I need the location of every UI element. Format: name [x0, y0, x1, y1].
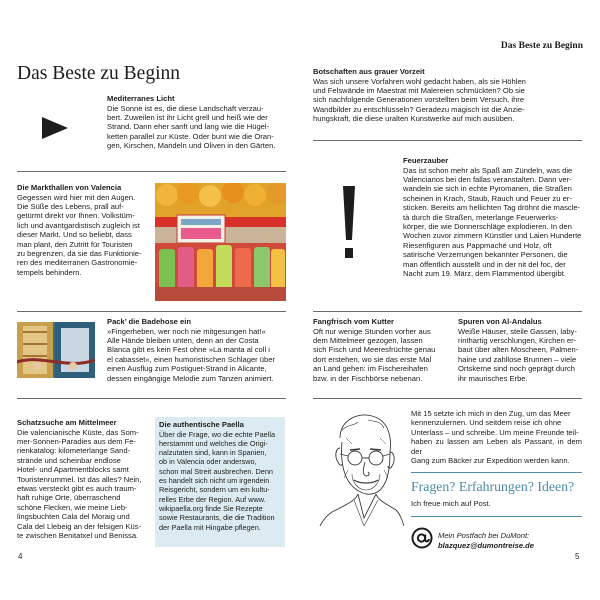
section-botschaften: [313, 67, 582, 124]
section-body: »Fingerheben, wer noch nie mitgesungen hat!« Alle Hände bleiben unten, denn an der Costa Blanca gibt es kein Fest ohne »La manta al coll i el cabasset«, einen humoristischen Schlager über einen Ausflug zum Postiguet-Strand in Alicante, dessen eingängige Melodie zum Tanzen animiert.: [107, 326, 276, 383]
section-heading: Mediterranes Licht: [107, 94, 175, 103]
section-alandalus: [458, 317, 582, 383]
accent-divider: [411, 516, 582, 517]
section-schatzsuche: [17, 418, 147, 540]
section-body: Das ist schon mehr als Spaß am Zündeln, was die Valencianos bei den fallas veranstalten. Dann ver- wandeln sie sich in echte Pyromanen, die Straßen scheinen in Krach, Staub, Rauch und Feuer zu er- sticken. Bereits am hellichten Tag dröhnt die mascle- tà durch die Straßen, meterlange Feuerwerks- körper, die wie Donnerschläge explodieren. In den Wochen zuvor zimmern Künstler und Laien Hunderte Riesenfiguren aus Pappmaché und Holz, oft satirische Verzerrungen bekannter Personen, die man öffentlich ausstellt und in der nit del foc, der Nacht zum 19. März, dem Flammentod übergibt.: [403, 165, 582, 279]
section-heading: Feuerzauber: [403, 156, 449, 165]
feedback-subline: Ich freue mich auf Post.: [411, 499, 491, 508]
section-mediterranes: [107, 94, 286, 151]
section-body: Was sich unsere Vorfahren wohl gedacht haben, als sie Höhlen und Felswände im Maestrat mit Malereien schmückten? Ob sie sich nachfolgende Generationen vorstellten beim Versuch, ihre Wandbilder zu entschlüsseln? Geradezu magisch ist die Anzie- hungskraft, die diese uralten Kunstwerke auf mich ausüben.: [313, 76, 526, 124]
postfach-label: Mein Postfach bei DuMont:: [438, 531, 530, 540]
section-body: Mit 15 setzte ich mich in den Zug, um das Meer kennenzulernen. Und seitdem reise ich ohne Unterlass – und schreibe. Um meine Freunde teil- haben zu lassen am Leben als Passant, in dem der Gang zum Bäcker zur Expedition werden kann.: [411, 409, 582, 466]
section-body: Oft nur wenige Stunden vorher aus dem Mittelmeer gezogen, lassen sich Fisch und Meeresfrüchte genau dort erstehen, wo sie das erste Mal an Land gehen: im Fischereihafen bzw. in der Fischbörse nebenan.: [313, 326, 436, 383]
at-sign-icon: [411, 527, 433, 549]
section-fangfrisch: [313, 317, 445, 383]
section-body: Die valencianische Küste, das Som- mer-Sonnen-Paradies aus dem Fe- rienkatalog: kilometerlange Sand- strände und scheinbar endlose Hotel- und Apartmentblocks samt Touristenrummel. Ist das alles? Nein, etwas versteckt gibt es auch traum- haft ruhige Orte, überraschend schöne Flecken, wie meine Lieb- lingsbuchten Cala del Moraig und Cala del Llebeig an der felsigen Küs- te zwischen Benitatxel und Benissa.: [17, 427, 142, 541]
page-number-left: 4: [18, 552, 23, 561]
section-heading: Spuren von Al-Andalus: [458, 317, 542, 326]
running-head: Das Beste zu Beginn: [500, 41, 583, 51]
section-body: Über die Frage, wo die echte Paella herstammt und welches die Origi- nalzutaten sind, kann in Spanien, ob in Valencia oder anderswo, schon mal Streit ausbrechen. Denn es handelt sich nicht um irgendein Reisgericht, sondern um ein kultu- relles Erbe der Region. Auf www. wikipaella.org finde Sie Rezepte sowie Restaurants, die die Tradition der Paella mit Hingabe pflegen.: [159, 429, 276, 532]
section-badehose: [107, 317, 286, 383]
section-heading: Botschaften aus grauer Vorzeit: [313, 67, 425, 76]
page-title: Das Beste zu Beginn: [17, 63, 181, 84]
section-body: Weiße Häuser, steile Gassen, laby- rinthartig verschlungen, Kirchen er- baut über alten Moscheen, Palmen- haine und zahllose Brunnen – viele Ortskerne sind noch geprägt durch ihr maurisches Erbe.: [458, 326, 579, 383]
divider: [17, 398, 286, 399]
divider: [313, 398, 582, 399]
page-number-right: 5: [575, 552, 580, 561]
divider: [17, 171, 286, 172]
section-body: Die Sonne ist es, die diese Landschaft verzau- bert. Zuweilen ist ihr Licht grell und heiß wie der Strand. Dann eher sanft und lang wie die Hügel- ketten parallel zur Küste. Oder bunt wie die Oran- gen, Kirschen, Mandeln und Oliven in den Gärten.: [107, 103, 276, 151]
section-heading: Die authentische Paella: [159, 420, 244, 429]
section-body: Gegessen wird hier mit den Augen. Die Süße des Lebens, prall auf- getürmt direkt vor Ihnen. Volkstüm- lich und avantgardistisch zugleich ist dieser Markt. Und so beliebt, dass man plant, den Zutritt für Touristen zu begrenzen, da sie das Funktionie- ren des mediterranen Gastronomie- tempels behindern.: [17, 192, 142, 277]
paella-info-box: [155, 417, 285, 547]
section-heading: Fangfrisch vom Kutter: [313, 317, 395, 326]
section-heading: Pack’ die Badehose ein: [107, 317, 191, 326]
section-feuerzauber: [403, 156, 582, 278]
author-portrait: [318, 408, 404, 526]
section-heading: Schatzsuche am Mittelmeer: [17, 418, 117, 427]
author-intro: [411, 409, 582, 465]
section-markthallen: [17, 183, 147, 277]
play-triangle-icon: [42, 117, 68, 144]
section-heading: Die Markthallen von Valencia: [17, 183, 122, 192]
divider: [313, 140, 582, 141]
feedback-headline: Fragen? Erfahrungen? Ideen?: [411, 479, 575, 494]
divider: [313, 311, 582, 312]
exclamation-icon: [340, 186, 358, 265]
accent-divider: [411, 472, 582, 473]
divider: [17, 311, 286, 312]
market-photo: [155, 183, 286, 301]
postfach-block: [438, 531, 534, 550]
dancers-photo: [17, 322, 95, 378]
postfach-email-link[interactable]: blazquez@dumontreise.de: [438, 540, 535, 550]
